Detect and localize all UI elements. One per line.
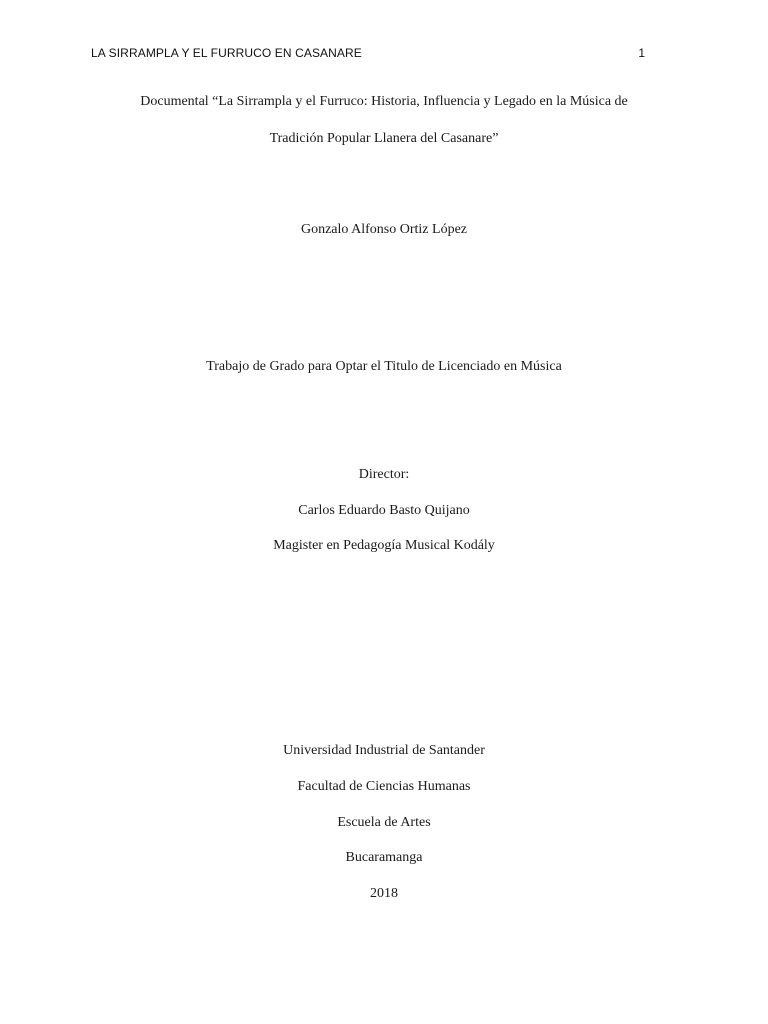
year: 2018 xyxy=(370,886,398,901)
faculty-name: Facultad de Ciencias Humanas xyxy=(297,779,471,794)
university-name: Universidad Industrial de Santander xyxy=(283,743,485,758)
title-line-2: Tradición Popular Llanera del Casanare” xyxy=(269,131,499,146)
school-name: Escuela de Artes xyxy=(337,815,431,830)
city-name: Bucaramanga xyxy=(345,850,423,865)
author-name: Gonzalo Alfonso Ortiz López xyxy=(300,222,467,237)
director-degree: Magister en Pedagogía Musical Kodály xyxy=(273,538,495,553)
director-name: Carlos Eduardo Basto Quijano xyxy=(298,503,470,518)
page-number: 1 xyxy=(638,46,645,60)
degree-purpose: Trabajo de Grado para Optar el Titulo de Licenciado en Música xyxy=(206,359,562,374)
director-label: Director: xyxy=(358,467,410,482)
title-line-1: Documental “La Sirrampla y el Furruco: Historia, Influencia y Legado en la Música de xyxy=(140,94,628,109)
running-head: LA SIRRAMPLA Y EL FURRUCO EN CASANARE xyxy=(91,46,362,60)
